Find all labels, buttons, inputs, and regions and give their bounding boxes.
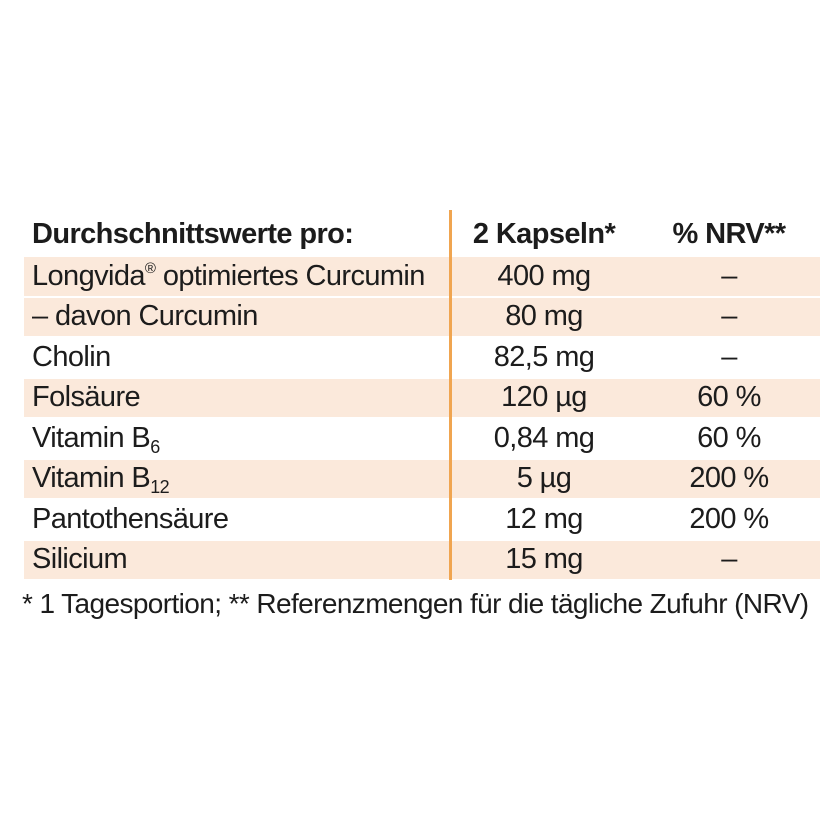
nutrient-name: Folsäure <box>32 381 141 414</box>
nutrient-name: Cholin <box>32 340 111 373</box>
nutrient-name: Longvida® optimiertes Curcumin <box>32 259 425 292</box>
nutrient-nrv: 200 % <box>689 502 769 535</box>
header-amount: 2 Kapseln* <box>472 217 616 250</box>
table-row <box>22 540 820 581</box>
nutrient-amount: 12 mg <box>505 502 583 535</box>
nutrition-table <box>22 212 820 580</box>
nutrient-name: Vitamin $B_6$ <box>32 421 160 457</box>
nutrient-name: Vitamin $B_{12}$ <box>32 462 170 498</box>
nutrient-name: Silicium <box>32 543 128 576</box>
table-row <box>22 499 820 540</box>
footnote: * 1 Tagesportion; ** Referenzmengen für die tägliche Zufuhr (NRV) <box>22 588 809 619</box>
nutrient-nrv: – <box>721 259 737 292</box>
nutrient-nrv: – <box>721 300 737 333</box>
table-header <box>22 212 820 256</box>
table-row <box>22 459 820 500</box>
nutrient-nrv: 60 % <box>697 381 761 414</box>
table-row <box>22 297 820 338</box>
header-nrv: % NRV** <box>672 217 786 250</box>
nutrient-name: – davon Curcumin <box>32 300 258 333</box>
nutrient-amount: 0,84 mg <box>493 421 595 454</box>
table-row <box>22 256 820 297</box>
nutrient-name: Pantothensäure <box>32 502 229 535</box>
table-row <box>22 418 820 459</box>
header-label: Durchschnittswerte pro: <box>32 217 354 250</box>
nutrient-amount: 80 mg <box>505 300 583 333</box>
nutrient-nrv: 200 % <box>689 462 769 495</box>
table-row <box>22 337 820 378</box>
nutrient-amount: 120 µg <box>501 381 587 414</box>
nutrient-nrv: – <box>721 340 737 373</box>
table-row <box>22 378 820 419</box>
nutrient-nrv: – <box>721 543 737 576</box>
nutrient-nrv: 60 % <box>697 421 761 454</box>
nutrient-amount: 82,5 mg <box>493 340 595 373</box>
nutrient-amount: 15 mg <box>505 543 583 576</box>
nutrient-amount: 400 mg <box>497 259 591 292</box>
nutrient-amount: 5 µg <box>516 462 572 495</box>
